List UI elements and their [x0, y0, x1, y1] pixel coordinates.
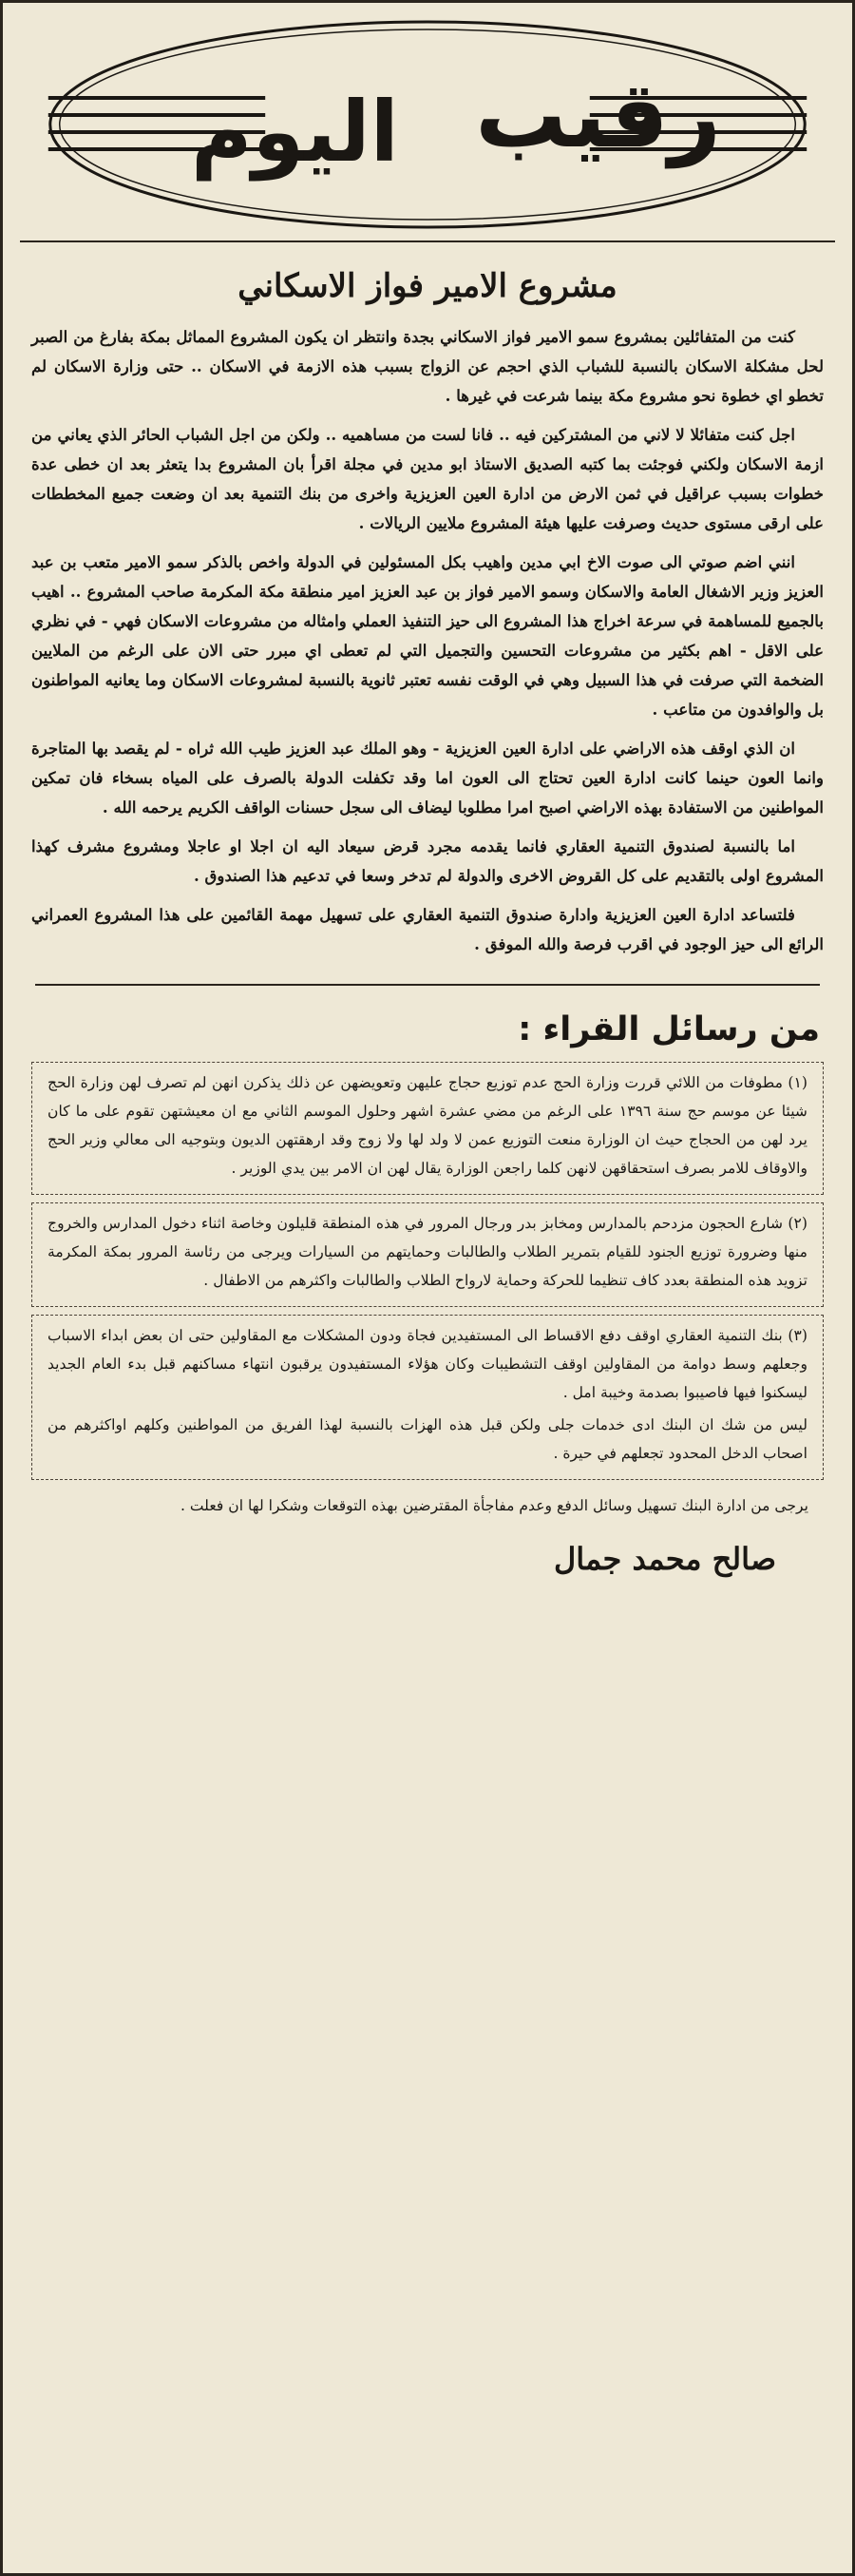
article-paragraph: انني اضم صوتي الى صوت الاخ ابي مدين واهيب بكل المسئولين في الدولة واخص بالذكر سمو الامير متعب بن عبد العزيز وزير الاشغال العامة والاسكان وسمو الامير فواز بن عبد العزيز امير منطقة مكة المكرمة صاحب المشروع .. اهيب بالجميع للمساهمة في سرعة اخراج هذا المشروع الى حيز التنفيذ العملي وامثاله من مشروعات الاسكان فهي - في نظري على الاقل - اهم بكثير من مشروعات التحسين والتجميل التي لم تعطى اي مبرر حتى الان على الرغم من الملايين الضخمة التي صرفت في هذا السبيل وهي في الوقت نفسه تعتبر ثانوية بالنسبة لمشروعات الاسكان وما يعانيه المواطنون بل والوافدون من متاعب . — [31, 552, 824, 719]
letter-text: (١) مطوفات من اللائي قررت وزارة الحج عدم توزيع حجاج عليهن وتعويضهن عن ذلك يذكرن انهن لم تصرف لهن وزارة الحج شيئا عن موسم حج سنة ١٣٩٦ على الرغم من مضي عشرة اشهر وحلول الموسم الثاني مع ان معيشتهن تقوم على ما كان يرد لهن من الحجاج حيث ان الوزارة منعت التوزيع عمن لا ولد لها ولا زوج وقد ارهقتهن الديون وبتوجيه الى معالي وزير الحج والاوقاف للامر بصرف استحقاقهن لانهن كلما راجعن الوزارة يقال لهن ان الامر بين يدي الوزير . — [48, 1074, 808, 1177]
letter-item — [31, 1315, 824, 1480]
letter-text: يرجى من ادارة البنك تسهيل وسائل الدفع وعدم مفاجأة المقترضين بهذه التوقعات وشكرا لها ان فعلت . — [180, 1497, 808, 1514]
readers-letters — [31, 1062, 824, 1528]
readers-letters-heading: من رسائل القراء : — [35, 984, 820, 1048]
author-signature: صالح محمد جمال — [554, 1541, 776, 1577]
article-body — [31, 322, 824, 959]
masthead-word-alyawm: اليوم — [191, 83, 399, 181]
masthead-banner — [20, 3, 835, 242]
letter-text: ليس من شك ان البنك ادى خدمات جلى ولكن قبل هذه الهزات بالنسبة لهذا الفريق من المواطنين وكلهم اواكثرهم من اصحاب الدخل المحدود تجعلهم في حيرة . — [48, 1416, 808, 1462]
article-paragraph: اجل كنت متفائلا لا لاني من المشتركين فيه .. فانا لست من مساهميه .. ولكن من اجل الشباب الحائر الذي يعاني من ازمة الاسكان ولكني فوجئت بما كتبه الصديق الاستاذ ابو مدين في مجلة اقرأ بان المشروع بدا يتعثر بعد ان خطى عدة خطوات بسبب عراقيل في ثمن الارض من ادارة العين العزيزية واخرى من بنك التنمية بعد ان وضعت جميع المخططات على ارقى مستوى حديث وصرفت عليها هيئة المشروع ملايين الريالات . — [31, 425, 824, 532]
letter-closing — [31, 1488, 824, 1528]
masthead-word-raqeeb: رقيب — [475, 62, 721, 168]
article-paragraph: ان الذي اوقف هذه الاراضي على ادارة العين العزيزية - وهو الملك عبد العزيز طيب الله ثراه - لم يقصد بها المتاجرة وانما العون حينما كانت ادارة العين تحتاج الى العون اما وقد تكفلت الدولة بالصرف على المياه بسخاء فان تمكين المواطنين من الاستفادة بهذه الاراضي اصبح امرا مطلوبا ليضاف الى سجل حسنات الواقف الكريم يرحمه الله . — [31, 739, 824, 817]
article-paragraph: فلتساعد ادارة العين العزيزية وادارة صندوق التنمية العقاري على تسهيل مهمة القائمين على هذا المشروع العمراني الرائع الى حيز الوجود في اقرب فرصة والله الموفق . — [31, 905, 824, 953]
article-paragraph: كنت من المتفائلين بمشروع سمو الامير فواز الاسكاني بجدة وانتظر ان يكون المشروع المماثل بمكة بفارغ من الصبر لحل مشكلة الاسكان بالنسبة للشباب الذي احجم عن الزواج بسبب هذه الازمة في الاسكان .. حتى وزارة الاسكان لم تخطو اي خطوة نحو مشروع مكة بينما شرعت في غيرها . — [31, 327, 824, 405]
article-headline: مشروع الامير فواز الاسكاني — [238, 267, 618, 305]
article-paragraph: اما بالنسبة لصندوق التنمية العقاري فانما يقدمه مجرد قرض سيعاد اليه ان اجلا او عاجلا ومشروع مشرف كهذا المشروع اولى بالتقديم على كل القروض الاخرى والدولة لم تدخر وسعا في تدعيم هذا الصندوق . — [31, 836, 824, 885]
letter-item — [31, 1202, 824, 1307]
letter-text: (٣) بنك التنمية العقاري اوقف دفع الاقساط الى المستفيدين فجاة ودون المشكلات مع المقاولين حتى ان بعض ابداء الاسباب وجعلهم وسط دوامة من المقاولين اوقف التشطيبات وكان هؤلاء المستفيدون يرقبون انتهاء مساكنهم قبل بدء العام الجديد ليسكنوا فيها فاصيبوا بصدمة وخيبة امل . — [48, 1327, 808, 1401]
letter-item — [31, 1062, 824, 1195]
letter-text: (٢) شارع الحجون مزدحم بالمدارس ومخابز بدر ورجال المرور في هذه المنطقة قليلون وخاصة اثناء دخول المدارس والخروج منها وضرورة توزيع الجنود للقيام بتمرير الطلاب والطالبات وحمايتهم من السيارات ويرجى من رئاسة المرور بمكة المكرمة تزويد هذه المنطقة بعدد كاف تنظيما للحركة وحماية لارواح الطلاب والطالبات واكثرهم من الاطفال . — [48, 1215, 808, 1289]
